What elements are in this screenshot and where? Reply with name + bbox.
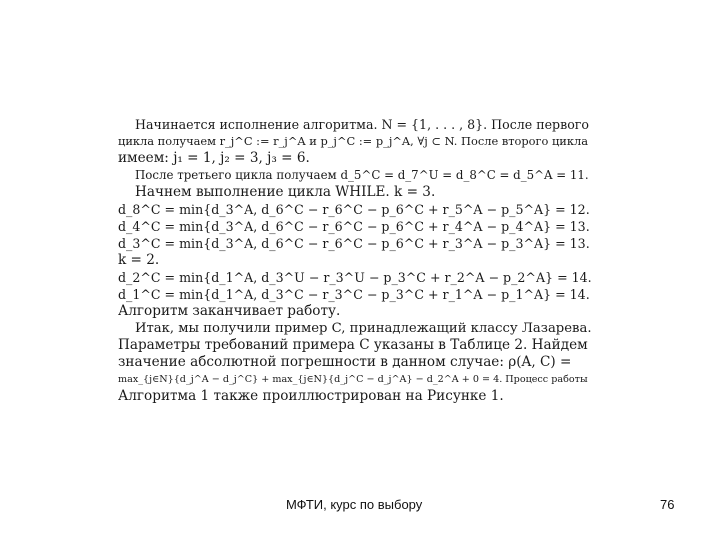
text-line-9: значение абсолютной погрешности в данном случае: ρ(A, C) = <box>118 354 572 370</box>
text-line-4: После третьего цикла получаем d_5^C = d_7^U = d_8^C = d_5^A = 11. <box>135 168 589 182</box>
formula-line-5: d_2^C = min{d_1^A, d_3^U − r_3^U − p_3^C + r_2^A − p_2^A} = 14. <box>118 270 592 285</box>
text-line-1: Начинается исполнение алгоритма. N = {1, . . . , 8}. После первого <box>135 117 589 132</box>
formula-line-2: d_4^C = min{d_3^A, d_6^C − r_6^C − p_6^C + r_4^A − p_4^A} = 13. <box>118 219 590 234</box>
footer-course-label: МФТИ, курс по выбору <box>286 497 423 512</box>
formula-line-3: d_3^C = min{d_3^A, d_6^C − r_6^C − p_6^C + r_3^A − p_3^A} = 13. <box>118 236 590 251</box>
formula-line-1: d_8^C = min{d_3^A, d_6^C − r_6^C − p_6^C + r_5^A − p_5^A} = 12. <box>118 202 590 217</box>
page-number: 76 <box>660 497 675 512</box>
text-line-7: Итак, мы получили пример C, принадлежащий классу Лазарева. <box>135 321 592 336</box>
text-line-6: Алгоритм заканчивает работу. <box>118 303 341 319</box>
text-line-3: имеем: j₁ = 1, j₂ = 3, j₃ = 6. <box>118 150 310 166</box>
text-line-10: Алгоритма 1 также проиллюстрирован на Рисунке 1. <box>118 388 504 404</box>
text-line-5: Начнем выполнение цикла WHILE. k = 3. <box>135 184 436 200</box>
formula-line-4: k = 2. <box>118 252 160 268</box>
text-line-8: Параметры требований примера C указаны в Таблице 2. Найдем <box>118 337 588 353</box>
text-line-2: цикла получаем r_j^C := r_j^A и p_j^C := p_j^A, ∀j ⊂ N. После второго цикла <box>118 134 589 148</box>
formula-line-6: d_1^C = min{d_1^A, d_3^C − r_3^C − p_3^C + r_1^A − p_1^A} = 14. <box>118 287 590 302</box>
formula-line-7: max_{j∈N}{d_j^A − d_j^C} + max_{j∈N}{d_j^C − d_j^A} − d_2^A + 0 = 4. Процесс работы <box>118 374 588 385</box>
